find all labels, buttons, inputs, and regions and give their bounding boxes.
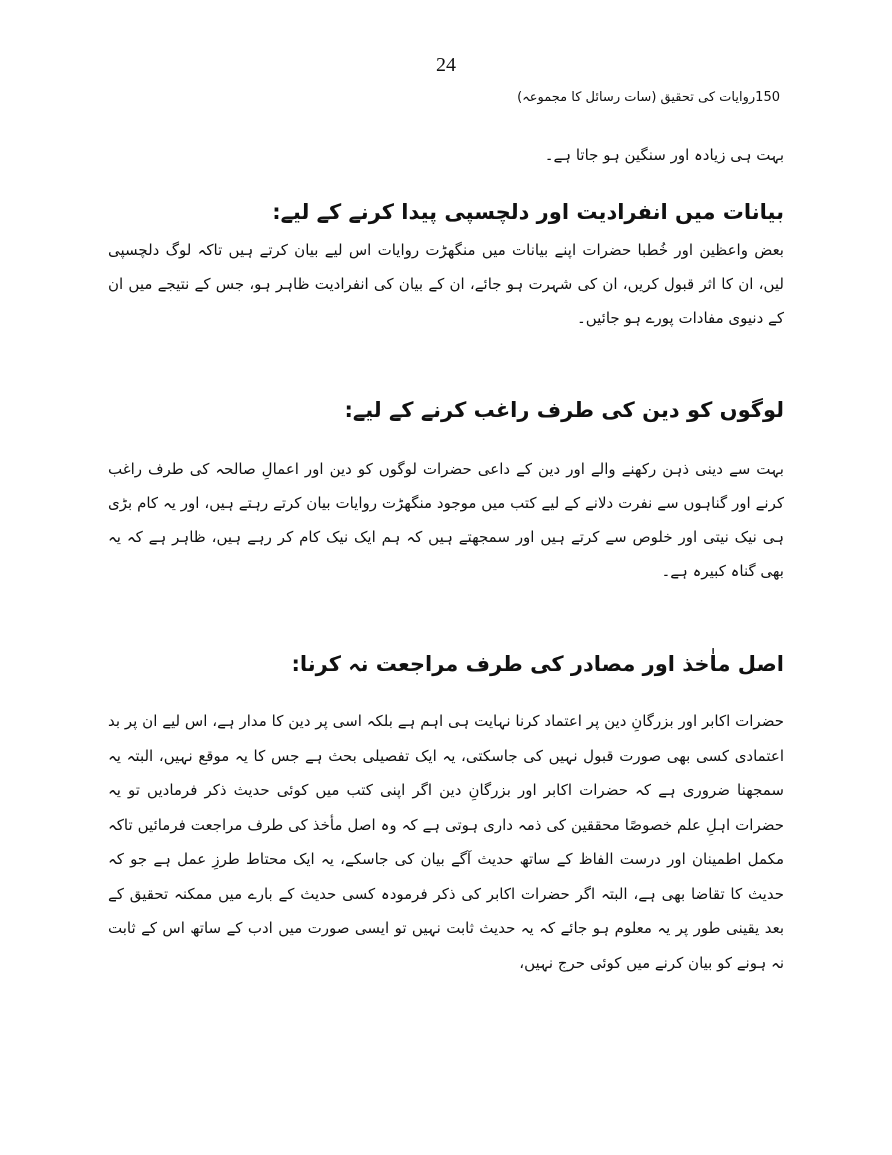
section-heading: بیانات میں انفرادیت اور دلچسپی پیدا کرنے کے لیے: [272,200,784,224]
section-paragraph: بہت سے دینی ذہن رکھنے والے اور دین کے داعی حضرات لوگوں کو دین اور اعمالِ صالحہ کی طرف راغب کرنے اور گناہوں سے نفرت دلانے کے لیے کتب میں موجود منگھڑت روایات بیان کرتے رہتے ہیں، اور یہ کام بڑی ہی نیک نیتی اور خلوص سے کرتے ہیں اور سمجھتے ہیں کہ ہم ایک نیک کام کر رہے ہیں، ظاہر ہے کہ یہ بھی گناہ کبیرہ ہے۔ [108,460,784,580]
section-heading: لوگوں کو دین کی طرف راغب کرنے کے لیے: [344,398,784,422]
section-paragraph: بعض واعظین اور خُطبا حضرات اپنے بیانات میں منگھڑت روایات اس لیے بیان کرتے ہیں تاکہ لوگ دلچسپی لیں، ان کا اثر قبول کریں، ان کی شہرت ہو جائے، ان کے بیان کی انفرادیت ظاہر ہو، جس کے نتیجے میں ان کے دنیوی مفادات پورے ہو جائیں۔ [108,241,784,327]
running-header: 150روایات کی تحقیق (سات رسائل کا مجموعہ) [517,90,780,105]
page-number: 24 [436,54,456,76]
section-paragraph: حضرات اکابر اور بزرگانِ دین پر اعتماد کرنا نہایت ہی اہم ہے بلکہ اسی پر دین کا مدار ہے، اس لیے ان پر بد اعتمادی کسی بھی صورت قبول نہیں کی جاسکتی، یہ ایک تفصیلی بحث ہے جس کا یہ موقع نہیں، البتہ یہ سمجھنا ضروری ہے کہ حضرات اکابر اور بزرگانِ دین اگر اپنی کتب میں کوئی حدیث ذکر فرمادیں تو یہ حضرات اہلِ علم خصوصًا محققین کی ذمہ داری ہوتی ہے کہ وہ اصل مأخذ کی طرف مراجعت فرمائیں تاکہ مکمل اطمینان اور درست الفاظ کے ساتھ حدیث آگے بیان کی جاسکے، یہ ایک محتاط طرزِ عمل ہے جو کہ حدیث کا تقاضا بھی ہے، البتہ اگر حضرات اکابر کی ذکر فرمودہ کسی حدیث کے بارے میں ممکنہ تحقیق کے بعد یقینی طور پر یہ معلوم ہو جائے کہ یہ حدیث ثابت نہیں تو ایسی صورت میں ادب کے ساتھ اس کے ثابت نہ ہونے کو بیان کرنے میں کوئی حرج نہیں، [108,712,784,972]
section-heading: اصل ماٰخذ اور مصادر کی طرف مراجعت نہ کرنا: [291,652,784,676]
intro-line: بہت ہی زیادہ اور سنگین ہو جاتا ہے۔ [544,146,784,164]
